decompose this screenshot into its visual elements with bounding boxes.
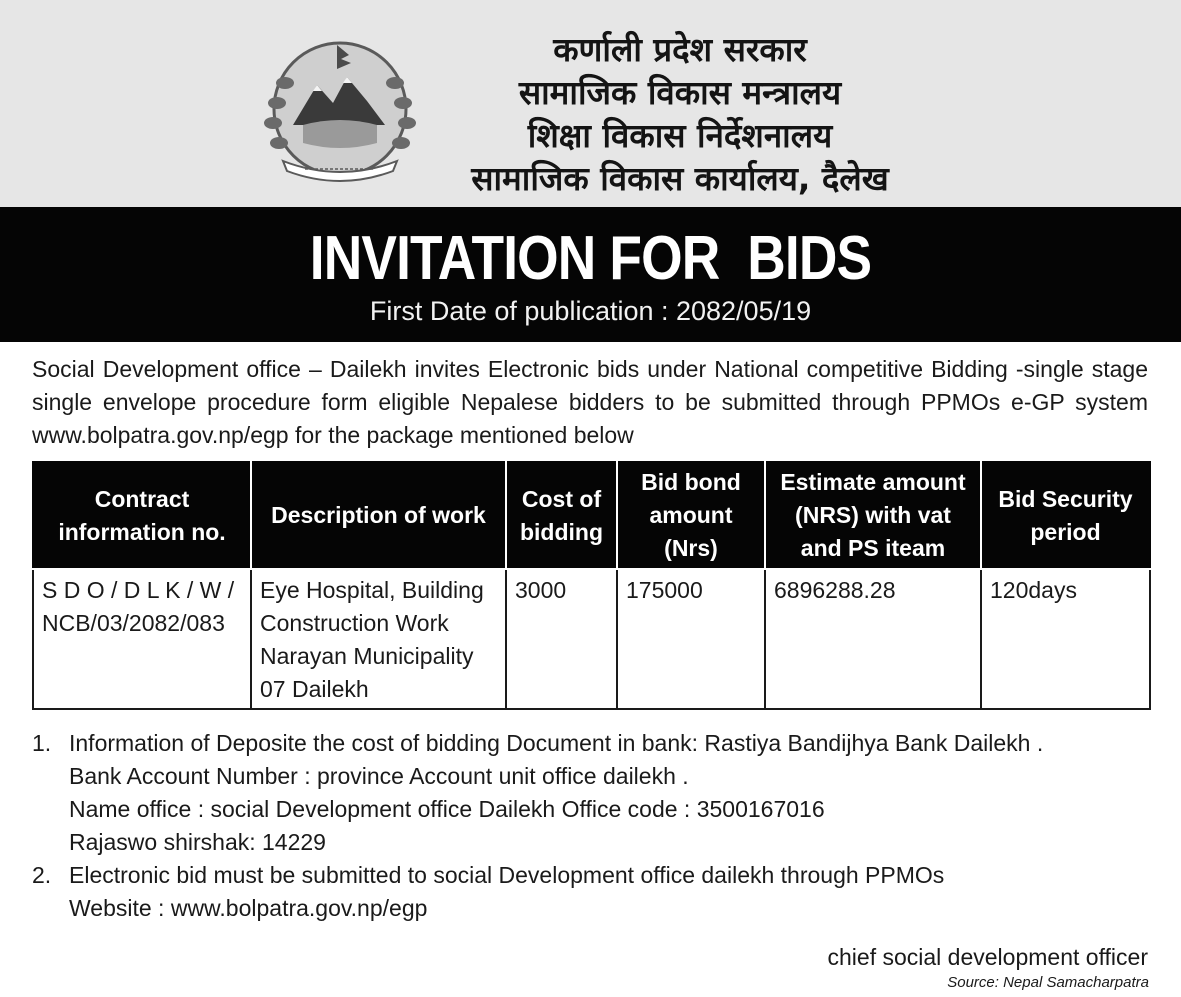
cell-estimate: 6896288.28 [765,569,981,709]
note-line: Rajaswo shirshak: 14229 [69,829,326,855]
header-contract: Contract information no. [33,462,251,569]
header-line-4: सामाजिक विकास कार्यालय, दैलेख [471,159,889,198]
note-item [32,727,1152,859]
cell-contract: S D O / D L K / W / NCB/03/2082/083 [33,569,251,709]
bids-table [32,461,1151,710]
source-credit: Source: Nepal Samacharpatra [947,974,1149,991]
note-line: Electronic bid must be submitted to social Development office dailekh through PPMOs [69,862,945,888]
table-header-row [33,462,1150,569]
notes-list [32,727,1152,925]
cell-bond: 175000 [617,569,765,709]
note-line: Website : www.bolpatra.gov.np/egp [69,895,428,921]
cell-cost: 3000 [506,569,617,709]
header-period: Bid Security period [981,462,1150,569]
title-band [0,207,1181,342]
header-estimate: Estimate amount (NRS) with vat and PS iteam [765,462,981,569]
header-line-1: कर्णाली प्रदेश सरकार [553,30,807,69]
intro-paragraph: Social Development office – Dailekh invites Electronic bids under National competitive Bidding -single stage single envelope procedure form eligible Nepalese bidders to be submitted through PPMOs e-GP system www.bolpatra.gov.np/egp for the package mentioned below [32,356,1148,448]
publication-date: First Date of publication : 2082/05/19 [369,296,812,326]
note-number: 2. [32,862,52,888]
note-line: Information of Deposite the cost of bidding Document in bank: Rastiya Bandijhya Bank Dailekh . [69,730,1044,756]
header-band [0,0,1181,207]
table-row [33,569,1150,709]
office-name-block [430,28,930,200]
header-description: Description of work [251,462,506,569]
signatory-title: chief social development officer [827,944,1148,970]
header-cost: Cost of bidding [506,462,617,569]
note-line: Name office : social Development office Dailekh Office code : 3500167016 [69,796,825,822]
note-item [32,859,1152,925]
header-line-3: शिक्षा विकास निर्देशनालय [527,116,833,155]
page-title: INVITATION FOR BIDS [309,224,872,293]
cell-period: 120days [981,569,1150,709]
nepal-emblem-icon [255,33,425,183]
header-line-2: सामाजिक विकास मन्त्रालय [518,73,842,112]
note-line: Bank Account Number : province Account unit office dailekh . [69,763,689,789]
header-bond: Bid bond amount (Nrs) [617,462,765,569]
cell-description: Eye Hospital, Building Construction Work Narayan Municipality 07 Dailekh [251,569,506,709]
note-number: 1. [32,730,52,756]
